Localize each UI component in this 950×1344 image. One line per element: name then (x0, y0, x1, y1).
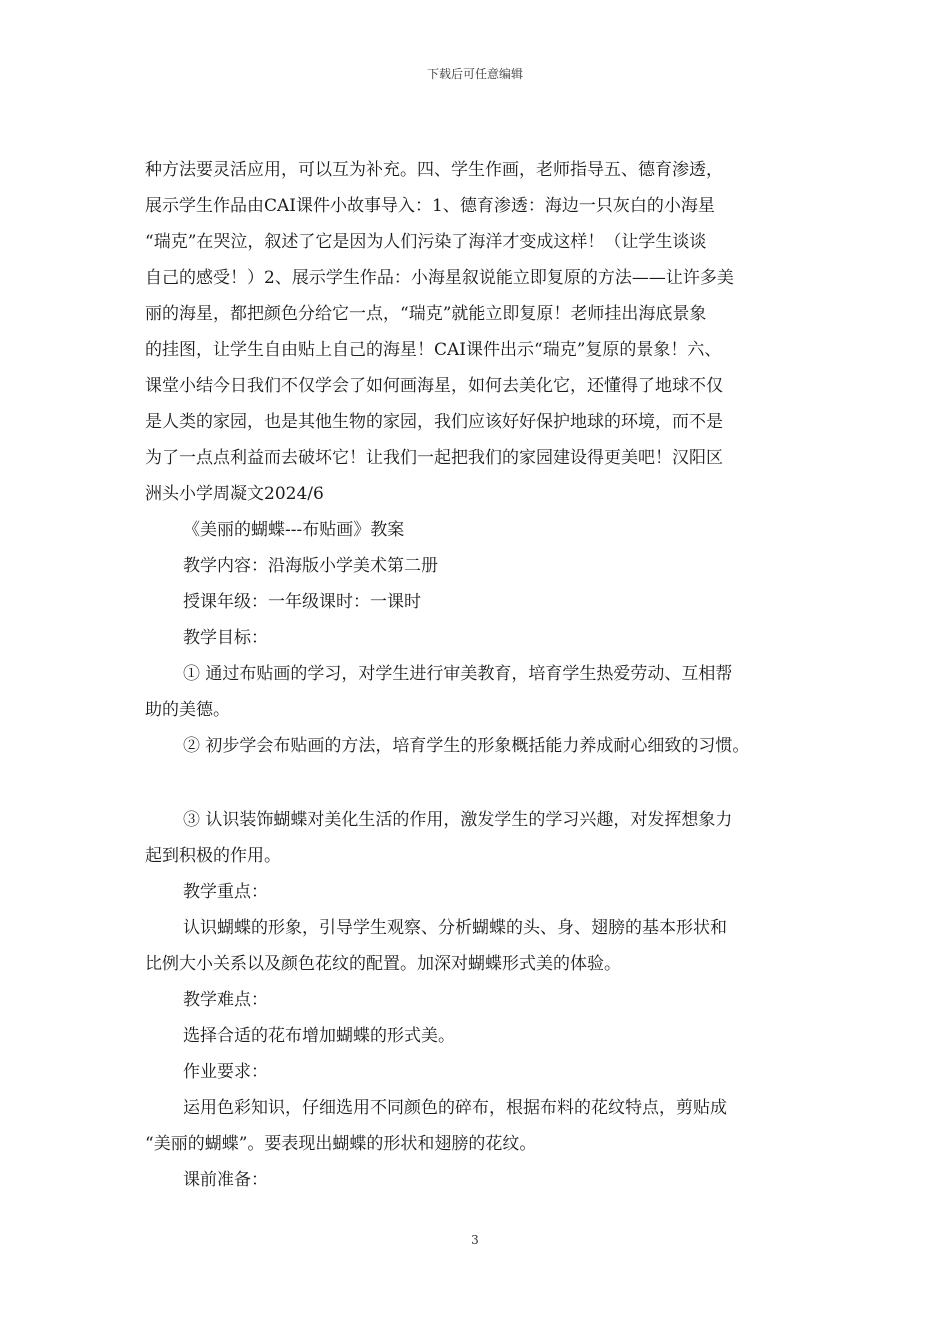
paragraph-gap (145, 764, 807, 802)
lesson-title: 《美丽的蝴蝶---布贴画》教案 (183, 520, 405, 540)
page-number: 3 (471, 1233, 479, 1247)
body-line: 是人类的家园，也是其他生物的家园，我们应该好好保护地球的环境，而不是 (145, 412, 723, 432)
objective-2: ② 初步学会布贴画的方法，培育学生的形象概括能力养成耐心细致的习惯。 (183, 736, 750, 756)
lesson-content: 教学内容：沿海版小学美术第二册 (183, 556, 438, 576)
body-line: 洲头小学周凝文2024/6 (145, 484, 324, 504)
key-points-text: 认识蝴蝶的形象，引导学生观察、分析蝴蝶的头、身、翅膀的基本形状和 (183, 918, 727, 938)
body-line: 丽的海星，都把颜色分给它一点，“瑞克”就能立即复原！老师挂出海底景象 (145, 304, 707, 324)
body-line: 展示学生作品由CAI课件小故事导入：1、德育渗透：海边一只灰白的小海星 (145, 196, 715, 216)
body-line: 种方法要灵活应用，可以互为补充。四、学生作画，老师指导五、德育渗透， (145, 160, 723, 180)
section-heading-objectives: 教学目标： (183, 628, 268, 648)
body-line: 课堂小结今日我们不仅学会了如何画海星，如何去美化它，还懂得了地球不仅 (145, 376, 723, 396)
assignment-text-continued: “美丽的蝴蝶”。要表现出蝴蝶的形状和翅膀的花纹。 (145, 1134, 537, 1154)
assignment-text: 运用色彩知识，仔细选用不同颜色的碎布，根据布料的花纹特点，剪贴成 (183, 1098, 727, 1118)
objective-3-continued: 起到积极的作用。 (145, 846, 281, 866)
document-body (145, 152, 807, 1198)
section-heading-key-points: 教学重点： (183, 882, 268, 902)
body-line: “瑞克”在哭泣，叙述了它是因为人们污染了海洋才变成这样！（让学生谈谈 (145, 232, 707, 252)
body-line: 为了一点点利益而去破坏它！让我们一起把我们的家园建设得更美吧！汉阳区 (145, 448, 723, 468)
key-points-text-continued: 比例大小关系以及颜色花纹的配置。加深对蝴蝶形式美的体验。 (145, 954, 621, 974)
section-heading-difficulties: 教学难点： (183, 990, 268, 1010)
objective-1-continued: 助的美德。 (145, 700, 230, 720)
body-line: 的挂图，让学生自由贴上自己的海星！CAI课件出示“瑞克”复原的景象！六、 (145, 340, 722, 360)
section-heading-preparation: 课前准备： (183, 1170, 268, 1190)
body-line: 自己的感受！）2、展示学生作品：小海星叙说能立即复原的方法——让许多美 (145, 268, 734, 288)
difficulties-text: 选择合适的花布增加蝴蝶的形式美。 (183, 1026, 455, 1046)
section-heading-assignment: 作业要求： (183, 1062, 268, 1082)
page-header: 下载后可任意编辑 (426, 67, 523, 81)
grade-and-period: 授课年级：一年级课时：一课时 (183, 592, 421, 612)
objective-1: ① 通过布贴画的学习，对学生进行审美教育，培育学生热爱劳动、互相帮 (183, 664, 733, 684)
objective-3: ③ 认识装饰蝴蝶对美化生活的作用，激发学生的学习兴趣，对发挥想象力 (183, 810, 733, 830)
